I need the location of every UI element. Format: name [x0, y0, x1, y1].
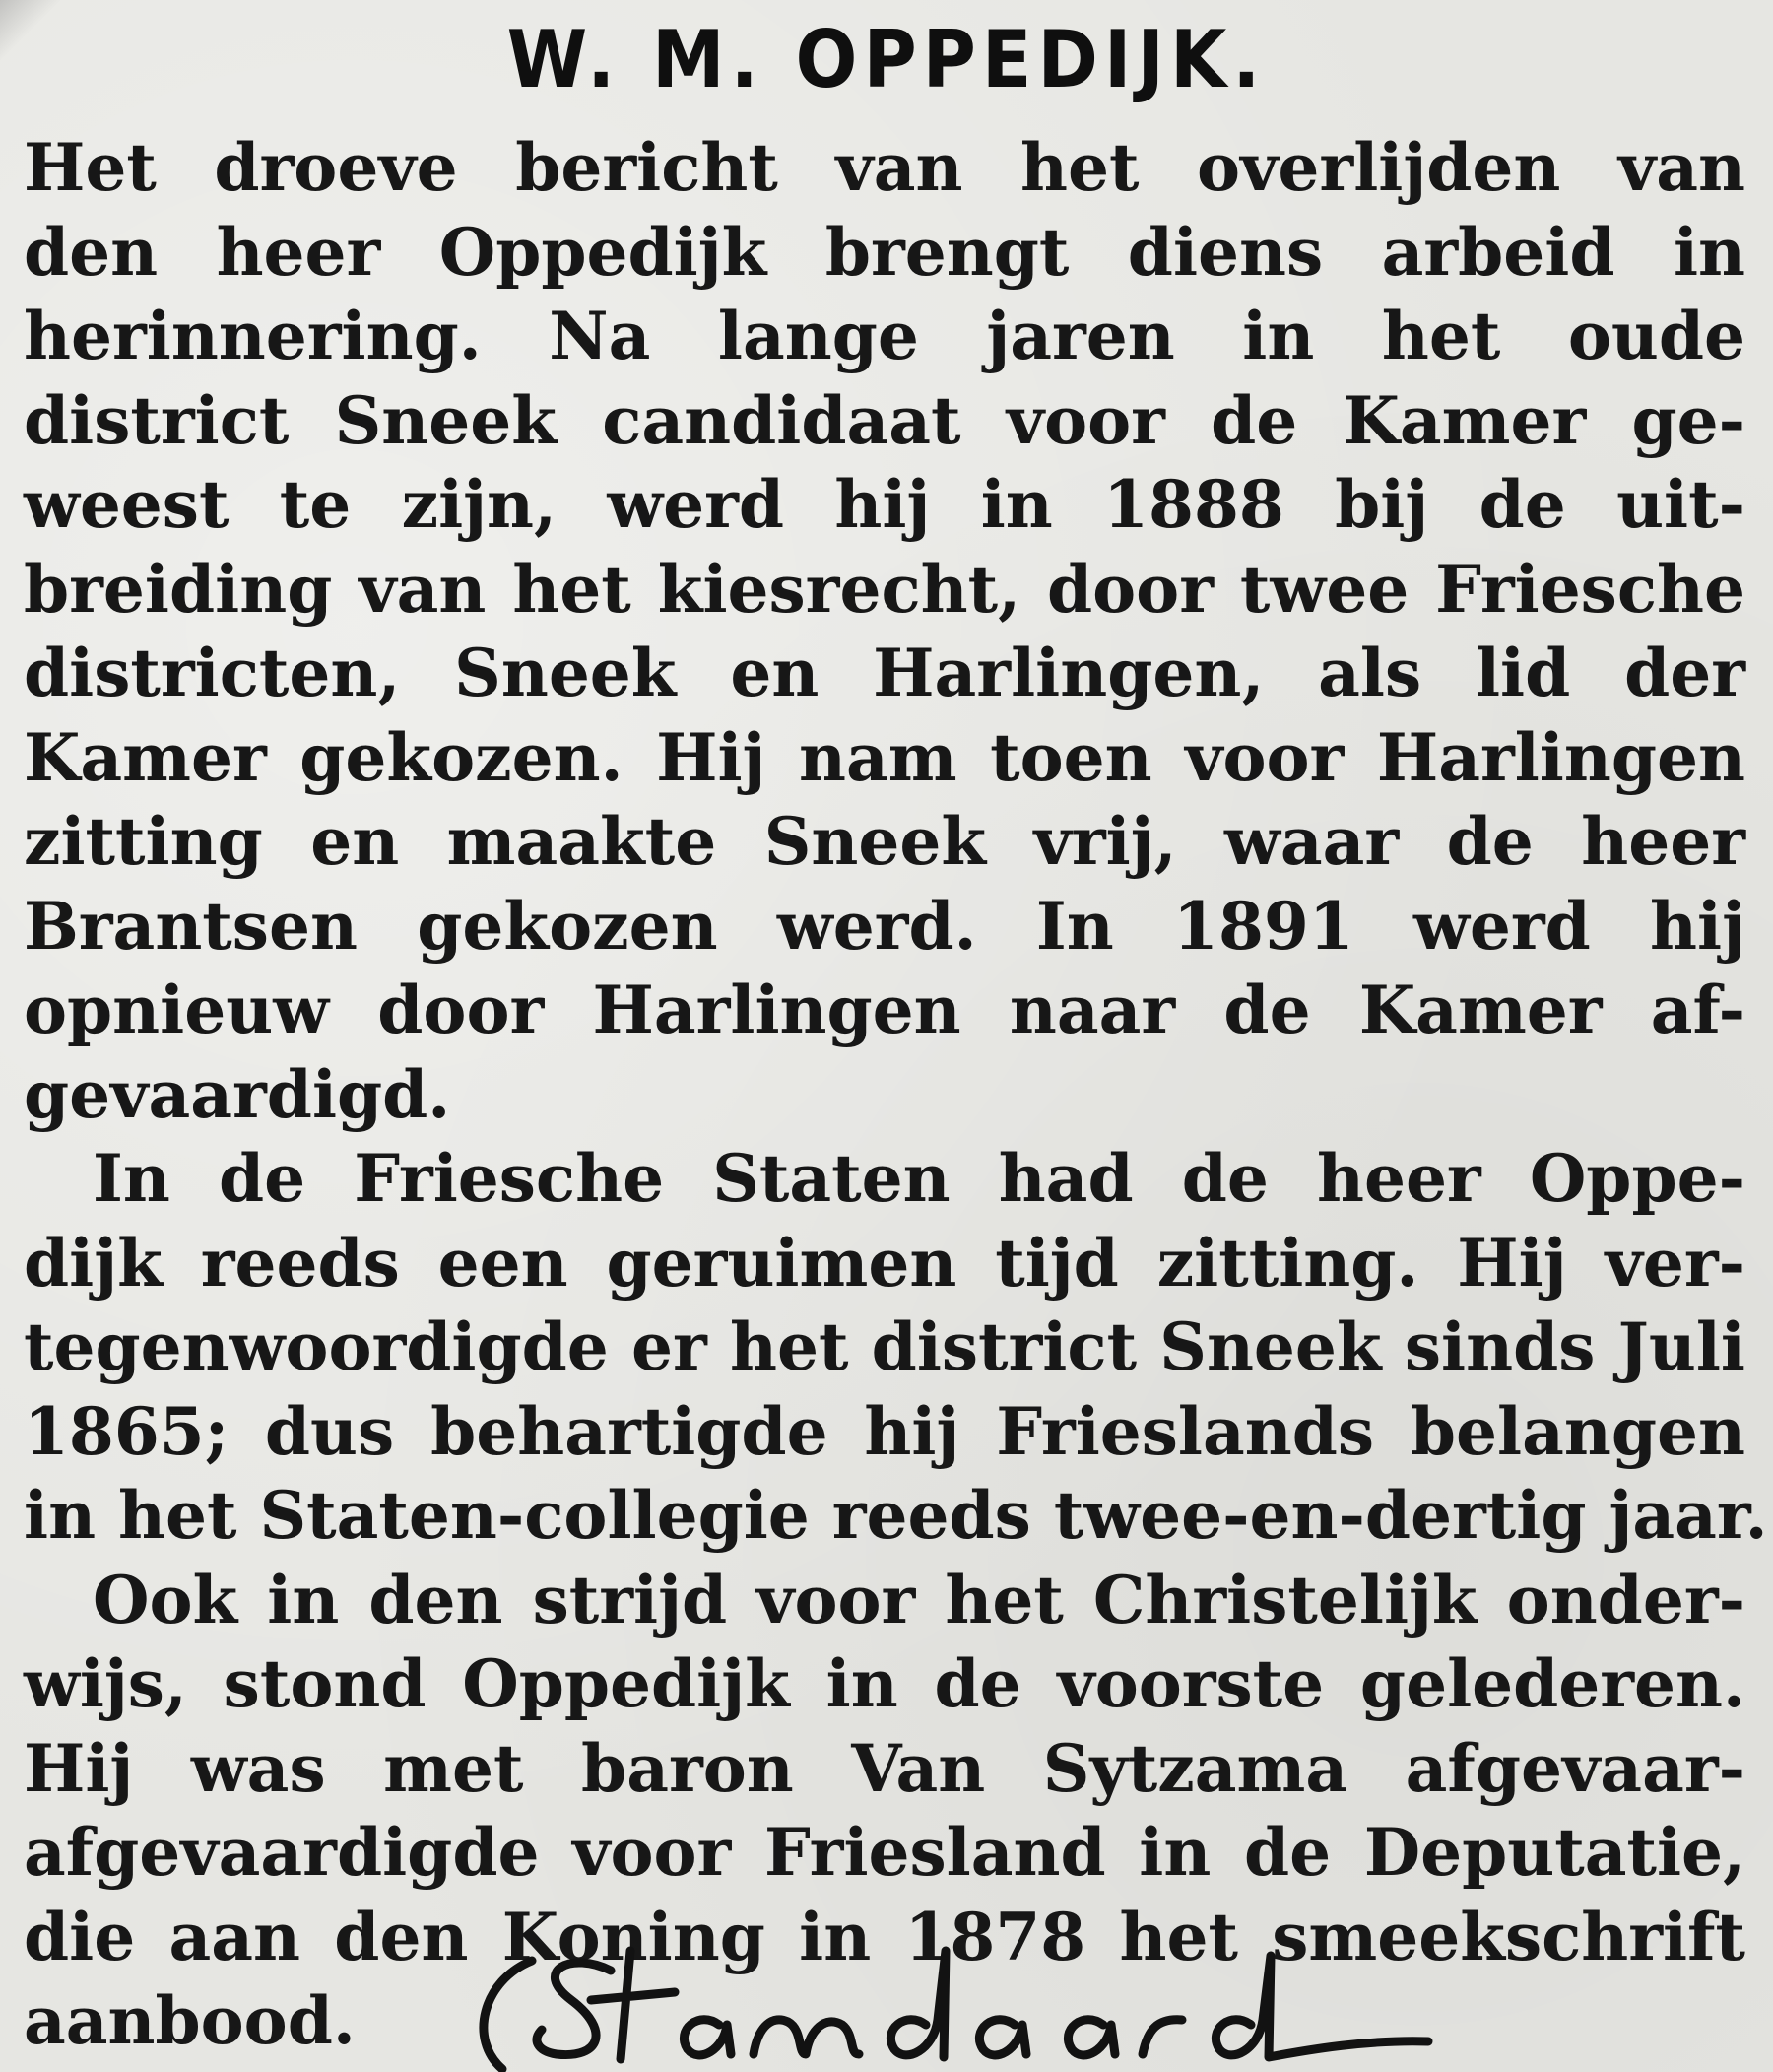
article-line: den heer Oppedijk brengt diens arbeid in	[24, 213, 1745, 291]
article-line: Brantsen gekozen werd. In 1891 werd hij	[24, 887, 1745, 965]
article-line: Kamer gekozen. Hij nam toen voor Harlingen	[24, 718, 1745, 796]
article-line: die aan den Koning in 1878 het smeekschrift	[24, 1898, 1745, 1975]
article-line: weest te zijn, werd hij in 1888 bij de uit-	[24, 466, 1745, 543]
article-line: Ook in den strijd voor het Christelijk onder-	[93, 1561, 1745, 1638]
article-line: district Sneek candidaat voor de Kamer ge-	[24, 381, 1745, 459]
article-line: afgevaardigde voor Friesland in de Deputatie,	[24, 1814, 1745, 1891]
article-line: districten, Sneek en Harlingen, als lid der	[24, 635, 1745, 711]
article-line: dijk reeds een geruimen tijd zitting. Hij ver-	[24, 1224, 1745, 1302]
article-line: breiding van het kiesrecht, door twee Friesche	[24, 550, 1745, 628]
article-line: zitting en maakte Sneek vrij, waar de heer	[24, 803, 1745, 880]
article-line: in het Staten-collegie reeds twee-en-dertig jaar.	[24, 1477, 1768, 1554]
article-headline: W. M. OPPEDIJK.	[506, 14, 1267, 106]
article-line: gevaardigd.	[24, 1055, 451, 1133]
article-line: herinnering. Na lange jaren in het oude	[24, 298, 1745, 374]
article-body	[24, 126, 1768, 2064]
handwritten-signature	[463, 1931, 1724, 2072]
article-line: opnieuw door Harlingen naar de Kamer af-	[24, 971, 1745, 1048]
article-line: tegenwoordigde er het district Sneek sinds Juli	[24, 1308, 1745, 1385]
article-line: aanbood.	[24, 1982, 356, 2059]
article-line: Het droeve bericht van het overlijden van	[24, 129, 1745, 206]
article-line: 1865; dus behartigde hij Frieslands belangen	[24, 1392, 1745, 1470]
article-line: wijs, stond Oppedijk in de voorste gelederen.	[24, 1645, 1745, 1722]
article-line: In de Friesche Staten had de heer Oppe-	[93, 1140, 1745, 1217]
article-line: Hij was met baron Van Sytzama afgevaar-	[24, 1729, 1745, 1807]
